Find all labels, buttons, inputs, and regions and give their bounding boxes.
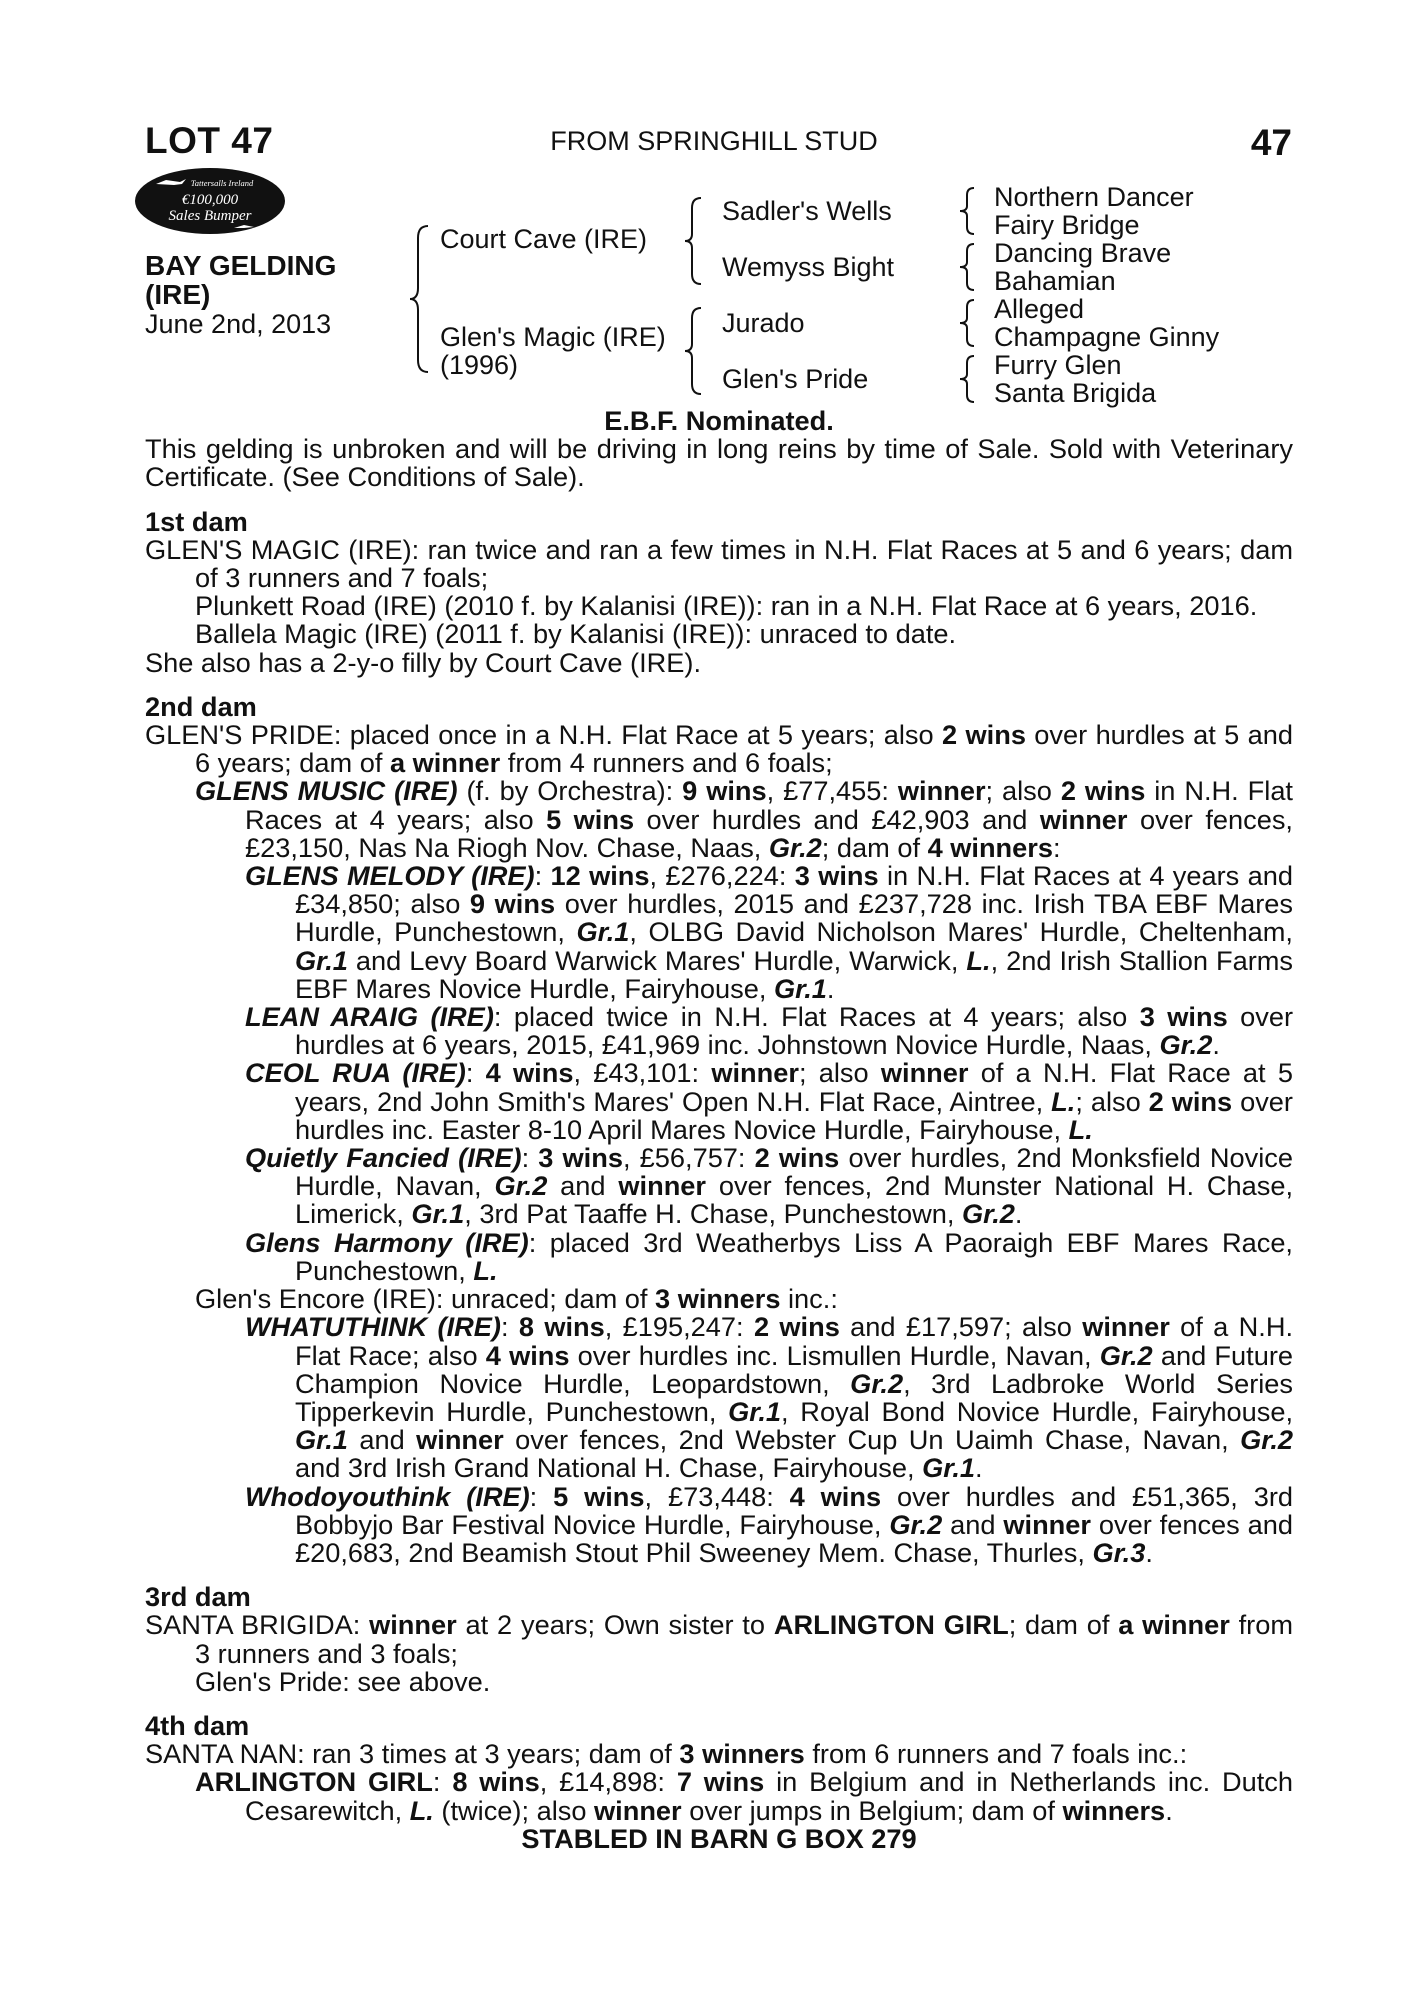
pedigree-dds: Furry Glen [994,350,1122,380]
dam2-heading: 2nd dam [145,690,257,722]
progeny-ceol-rua: CEOL RUA (IRE): 4 wins, £43,101: winner; also winner of a N.H. Flat Race at 5 years, 2nd John Smith's Mares' Open N.H. Flat Race, Aintree, L.; also 2 wins over hurdles inc. Easter 8-10 April Mares Novice Hurdle, Fairyhouse, L. [245,1057,1293,1145]
dam1-foal1: Plunkett Road (IRE) (2010 f. by Kalanisi (IRE)): ran in a N.H. Flat Race at 6 years, 2016. [195,590,1258,622]
pedigree-brace-dam [683,306,705,396]
horse-name: Quietly Fancied (IRE) [245,1142,522,1174]
pedigree-sdd: Bahamian [994,266,1116,296]
pedigree-sire-sire: Sadler's Wells [722,196,892,226]
intro-paragraph: This gelding is unbroken and will be driving in long reins by time of Sale. Sold with Veterinary Certificate. (See Conditions of Sale). [145,433,1293,493]
dam1-heading: 1st dam [145,505,248,537]
pedigree-brace-ss [958,186,978,236]
dam3-heading: 3rd dam [145,1581,251,1613]
horse-colour-sex: BAY GELDING [145,250,337,281]
catalogue-body [145,407,1293,1853]
pedigree-dam-dam: Glen's Pride [722,364,869,394]
horse-name: WHATUTHINK (IRE) [245,1311,501,1343]
pedigree-dam: Glen's Magic (IRE) [440,322,666,352]
pedigree-sss: Northern Dancer [994,182,1194,212]
dam3-foal: Glen's Pride: see above. [195,1665,491,1697]
horse-dob: June 2nd, 2013 [145,309,332,339]
pedigree-sire-dam: Wemyss Bight [722,252,895,282]
pedigree-ddd: Santa Brigida [994,378,1157,408]
vendor-name: FROM SPRINGHILL STUD [550,126,878,156]
dam3-text: SANTA BRIGIDA: winner at 2 years; Own sister to ARLINGTON GIRL; dam of a winner from 3 runners and 3 foals; [145,1609,1294,1669]
horse-name: Whodoyouthink (IRE) [245,1480,530,1512]
badge-line3: Sales Bumper [168,208,252,224]
progeny-glens-harmony: Glens Harmony (IRE): placed 3rd Weatherbys Liss A Paoraigh EBF Mares Race, Punchestown, L. [245,1226,1293,1286]
badge-line2: €100,000 [181,192,239,208]
horse-name: GLENS MUSIC (IRE) [195,775,458,807]
dam1-foal2: Ballela Magic (IRE) (2011 f. by Kalanisi (IRE)): unraced to date. [195,618,957,650]
horse-country: (IRE) [145,279,211,310]
ebf-nomination: E.B.F. Nominated. [604,405,834,436]
horse-name: GLENS MELODY (IRE) [245,860,535,892]
progeny-arlington-girl: ARLINGTON GIRL: 8 wins, £14,898: 7 wins in Belgium and in Netherlands inc. Dutch Cesarewitch, L. (twice); also winner over jumps in Belgium; dam of winners. [195,1766,1293,1826]
horse-name: CEOL RUA (IRE) [245,1057,466,1089]
lot-number: 47 [1250,122,1292,163]
pedigree-dam-sire: Jurado [722,308,805,338]
pedigree-sire: Court Cave (IRE) [440,224,648,254]
sales-bumper-badge-logo [134,166,286,236]
pedigree-brace-sire [683,196,705,286]
progeny-quietly-fancied: Quietly Fancied (IRE): 3 wins, £56,757: 2 wins over hurdles, 2nd Monksfield Novice Hurdle, Navan, Gr.2 and winner over fences, 2nd Munster National H. Chase, Limerick, Gr.1, 3rd Pat Taaffe H. Chase, Punchestown, Gr.2. [245,1142,1294,1230]
pedigree-brace-ds [958,298,978,348]
progeny-glens-music: GLENS MUSIC (IRE) (f. by Orchestra): 9 wins, £77,455: winner; also 2 wins in N.H. Flat Races at 4 years; also 5 wins over hurdles and £42,903 and winner over fences, £23,150, Nas Na Riogh Nov. Chase, Naas, Gr.2; dam of 4 winners: [195,775,1293,863]
dam4-text: SANTA NAN: ran 3 times at 3 years; dam of 3 winners from 6 runners and 7 foals inc.: [145,1738,1188,1770]
pedigree-brace-main [408,224,434,374]
dam2-text: GLEN'S PRIDE: placed once in a N.H. Flat Race at 5 years; also 2 wins over hurdles at 5 and 6 years; dam of a winner from 4 runners and 6 foals; [145,719,1293,779]
progeny-glens-melody: GLENS MELODY (IRE): 12 wins, £276,224: 3 wins in N.H. Flat Races at 4 years and £34,850; also 9 wins over hurdles, 2015 and £237,728 inc. Irish TBA EBF Mares Hurdle, Punchestown, Gr.1, OLBG David Nicholson Mares' Hurdle, Cheltenham, Gr.1 and Levy Board Warwick Mares' Hurdle, Warwick, L., 2nd Irish Stallion Farms EBF Mares Novice Hurdle, Fairyhouse, Gr.1. [245,860,1293,1004]
pedigree-ssd: Fairy Bridge [994,210,1140,240]
progeny-lean-araig: LEAN ARAIG (IRE): placed twice in N.H. Flat Races at 4 years; also 3 wins over hurdles at 6 years, 2015, £41,969 inc. Johnstown Novice Hurdle, Naas, Gr.2. [245,1001,1293,1061]
pedigree-sds: Dancing Brave [994,238,1172,268]
stabled-location: STABLED IN BARN G BOX 279 [521,1822,917,1854]
pedigree-brace-sd [958,242,978,292]
horse-name: ARLINGTON GIRL [195,1766,433,1798]
pedigree-dam-year: (1996) [440,350,519,380]
dam1-note: She also has a 2-y-o filly by Court Cave (IRE). [145,646,702,678]
pedigree-dss: Alleged [994,294,1085,324]
progeny-whodoyouthink: Whodoyouthink (IRE): 5 wins, £73,448: 4 wins over hurdles and £51,365, 3rd Bobbyjo Bar Festival Novice Hurdle, Fairyhouse, Gr.2 and winner over fences and £20,683, 2nd Beamish Stout Phil Sweeney Mem. Chase, Thurles, Gr.3. [245,1480,1294,1568]
progeny-glens-encore: Glen's Encore (IRE): unraced; dam of 3 winners inc.: [195,1283,838,1315]
badge-line1: Tattersalls Ireland [190,178,254,188]
progeny-whatuthink: WHATUTHINK (IRE): 8 wins, £195,247: 2 wins and £17,597; also winner of a N.H. Flat Race; also 4 wins over hurdles inc. Lismullen Hurdle, Navan, Gr.2 and Future Champion Novice Hurdle, Leopardstown, Gr.2, 3rd Ladbroke World Series Tipperkevin Hurdle, Punchestown, Gr.1, Royal Bond Novice Hurdle, Fairyhouse, Gr.1 and winner over fences, 2nd Webster Cup Un Uaimh Chase, Navan, Gr.2 and 3rd Irish Grand National H. Chase, Fairyhouse, Gr.1. [245,1311,1294,1484]
lot-label: LOT 47 [145,120,274,161]
horse-name: LEAN ARAIG (IRE) [245,1001,494,1033]
dam4-heading: 4th dam [145,1709,250,1741]
pedigree-dsd: Champagne Ginny [994,322,1220,352]
horse-description [145,251,336,309]
pedigree-brace-dd [958,354,978,404]
dam1-text: GLEN'S MAGIC (IRE): ran twice and ran a few times in N.H. Flat Races at 5 and 6 years; dam of 3 runners and 7 foals; [145,533,1293,594]
horse-name: Glens Harmony (IRE) [245,1226,529,1258]
